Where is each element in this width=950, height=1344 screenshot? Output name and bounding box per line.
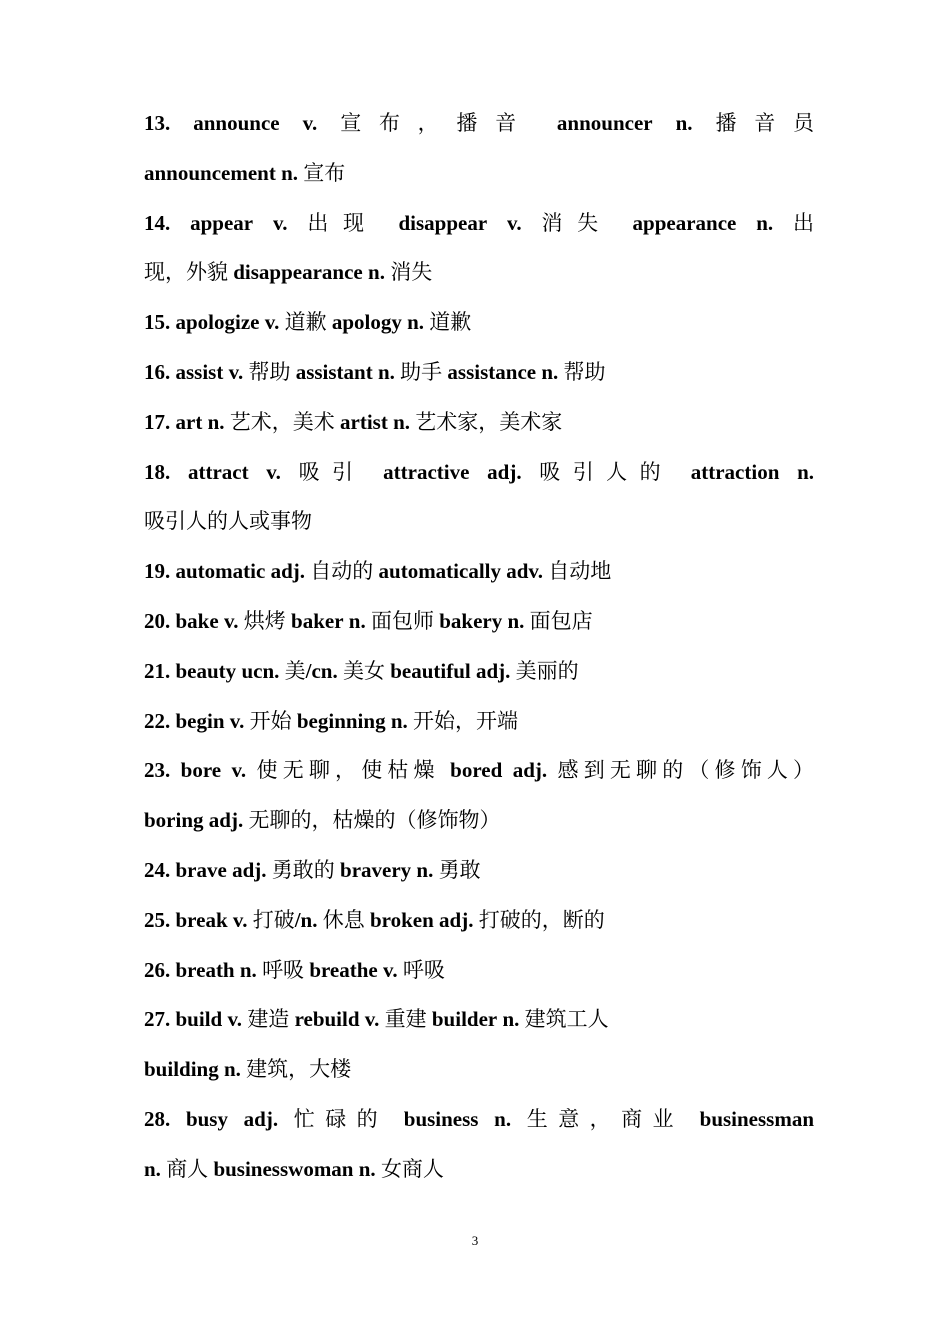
text-line: 16. assist v. 帮助 assistant n. 助手 assistance n. 帮助 [144, 359, 606, 384]
text-line: 13. announce v. 宣布，播音 announcer n. 播音员 [144, 111, 815, 135]
page-number: 3 [471, 1233, 479, 1248]
text-line: 19. automatic adj. 自动的 automatically adv. 自动地 [144, 559, 612, 584]
text-line: n. 商人 businesswoman n. 女商人 [144, 1156, 444, 1181]
text-line: 14. appear v. 出现 disappear v. 消失 appearance n. 出 [144, 210, 815, 235]
text-line: 25. break v. 打破/n. 休息 broken adj. 打破的，断的 [144, 907, 605, 932]
text-line: building n. 建筑，大楼 [144, 1057, 352, 1082]
text-line: 22. begin v. 开始 beginning n. 开始，开端 [144, 708, 519, 733]
text-line: 15. apologize v. 道歉 apology n. 道歉 [144, 310, 472, 335]
text-line: 27. build v. 建造 rebuild v. 重建 builder n. 建筑工人 [144, 1007, 609, 1032]
vocabulary-list [144, 99, 814, 1195]
text-line: 23. bore v. 使无聊，使枯燥 bored adj. 感到无聊的（修饰人） [144, 758, 815, 783]
text-line: 24. brave adj. 勇敢的 bravery n. 勇敢 [144, 857, 481, 882]
text-line: announcement n. 宣布 [144, 160, 346, 185]
text-line: 17. art n. 艺术，美术 artist n. 艺术家，美术家 [144, 409, 563, 434]
text-line: 21. beauty ucn. 美/cn. 美女 beautiful adj. 美丽的 [144, 658, 579, 683]
text-line: 18. attract v. 吸引 attractive adj. 吸引人的 attraction n. [144, 459, 815, 484]
text-line: 20. bake v. 烘烤 baker n. 面包师 bakery n. 面包店 [144, 608, 593, 633]
text-line: 26. breath n. 呼吸 breathe v. 呼吸 [144, 957, 445, 982]
text-line: 28. busy adj. 忙碌的 business n. 生意，商业 businessman [144, 1106, 815, 1131]
text-line: 现，外貌 disappearance n. 消失 [144, 260, 433, 285]
text-line: boring adj. 无聊的，枯燥的（修饰物） [144, 808, 501, 833]
text-line: 吸引人的人或事物 [144, 509, 312, 534]
